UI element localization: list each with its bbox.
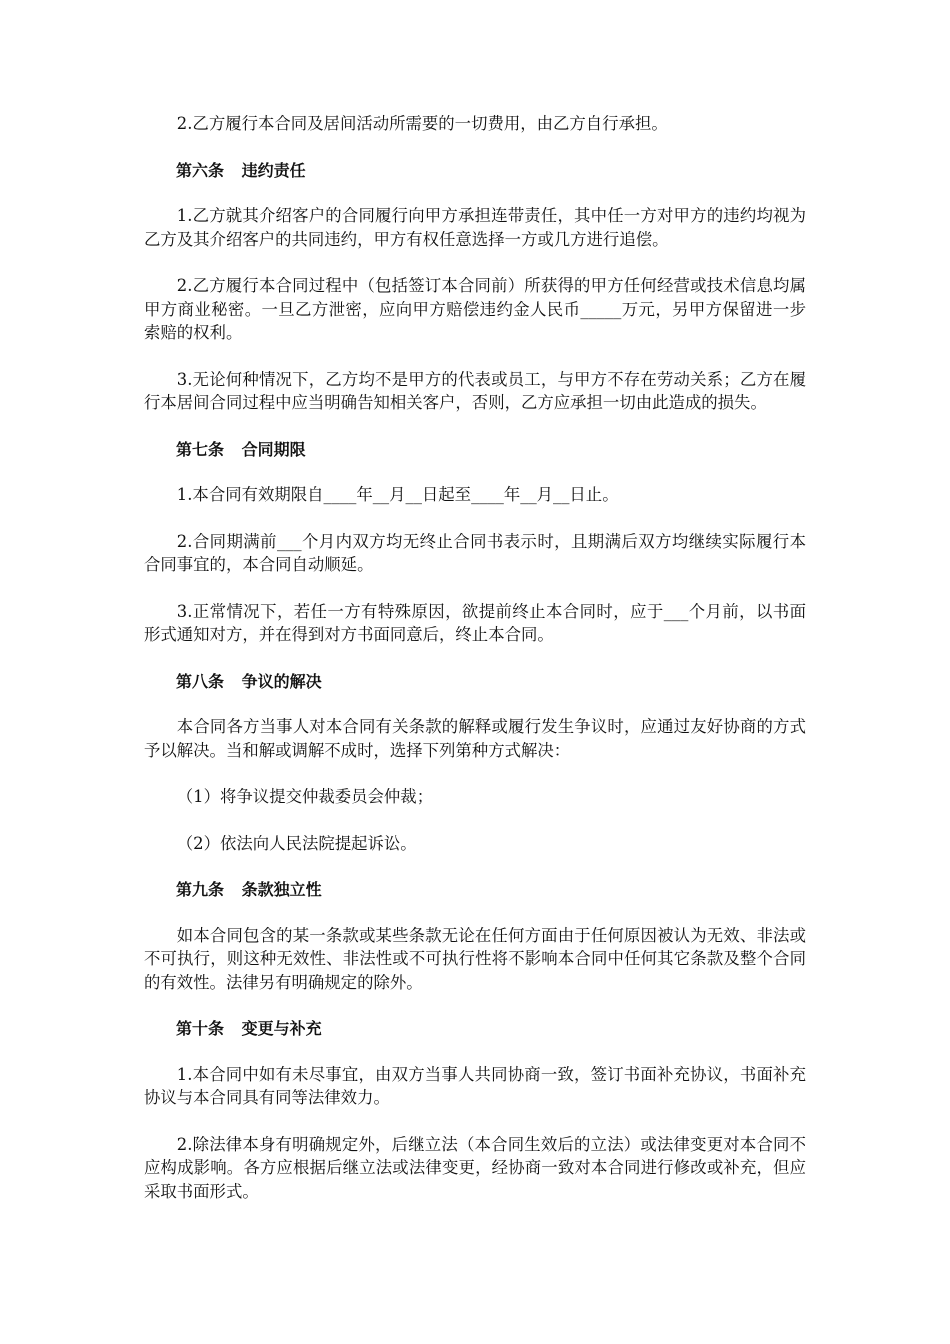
article-number: 第八条 [176, 671, 225, 691]
article-title: 合同期限 [241, 439, 306, 459]
article-title: 争议的解决 [241, 671, 322, 691]
clause-paragraph: 1.乙方就其介绍客户的合同履行向甲方承担连带责任，其中任一方对甲方的违约均视为乙方及其介绍客户的共同违约，甲方有权任意选择一方或几方进行追偿。 [144, 206, 806, 249]
clause-paragraph: 2.乙方履行本合同及居间活动所需要的一切费用，由乙方自行承担。 [176, 114, 668, 133]
clause-paragraph: 如本合同包含的某一条款或某些条款无论在任何方面由于任何原因被认为无效、非法或不可执行，则这种无效性、非法性或不可执行性将不影响本合同中任何其它条款及整个合同的有效性。法律另有明确规定的除外。 [144, 925, 806, 992]
article-title: 违约责任 [241, 160, 306, 180]
article-number: 第七条 [176, 439, 225, 459]
option-item: （1）将争议提交仲裁委员会仲裁； [176, 787, 434, 806]
clause-paragraph: 1.本合同有效期限自____年__月__日起至____年__月__日止。 [176, 485, 619, 504]
clause-paragraph: 3.正常情况下，若任一方有特殊原因，欲提前终止本合同时，应于___个月前，以书面形式通知对方，并在得到对方书面同意后，终止本合同。 [144, 601, 806, 644]
clause-paragraph: 本合同各方当事人对本合同有关条款的解释或履行发生争议时，应通过友好协商的方式予以解决。当和解或调解不成时，选择下列第种方式解决： [144, 717, 806, 760]
clause-paragraph: 2.乙方履行本合同过程中（包括签订本合同前）所获得的甲方任何经营或技术信息均属甲方商业秘密。一旦乙方泄密，应向甲方赔偿违约金人民币_____万元，另甲方保留进一步索赔的权利。 [144, 276, 806, 342]
clause-paragraph: 3.无论何种情况下，乙方均不是甲方的代表或员工，与甲方不存在劳动关系；乙方在履行本居间合同过程中应当明确告知相关客户，否则，乙方应承担一切由此造成的损失。 [144, 369, 806, 412]
article-number: 第十条 [176, 1019, 225, 1038]
article-heading [144, 1017, 806, 1041]
article-title: 变更与补充 [241, 1019, 322, 1038]
article-number: 第九条 [176, 880, 225, 899]
clause-paragraph: 2.合同期满前___个月内双方均无终止合同书表示时，且期满后双方均继续实际履行本合同事宜的，本合同自动顺延。 [144, 531, 806, 574]
article-title: 条款独立性 [241, 880, 322, 899]
contract-document [144, 112, 806, 1226]
article-heading [144, 438, 806, 462]
clause-paragraph: 2.除法律本身有明确规定外，后继立法（本合同生效后的立法）或法律变更对本合同不应构成影响。各方应根据后继立法或法律变更，经协商一致对本合同进行修改或补充，但应采取书面形式。 [144, 1134, 806, 1201]
article-heading [144, 878, 806, 902]
article-number: 第六条 [176, 160, 225, 180]
article-heading [144, 670, 806, 694]
clause-paragraph: 1.本合同中如有未尽事宜，由双方当事人共同协商一致，签订书面补充协议，书面补充协议与本合同具有同等法律效力。 [144, 1064, 806, 1107]
article-heading [144, 159, 806, 183]
option-item: （2）依法向人民法院提起诉讼。 [176, 833, 417, 853]
